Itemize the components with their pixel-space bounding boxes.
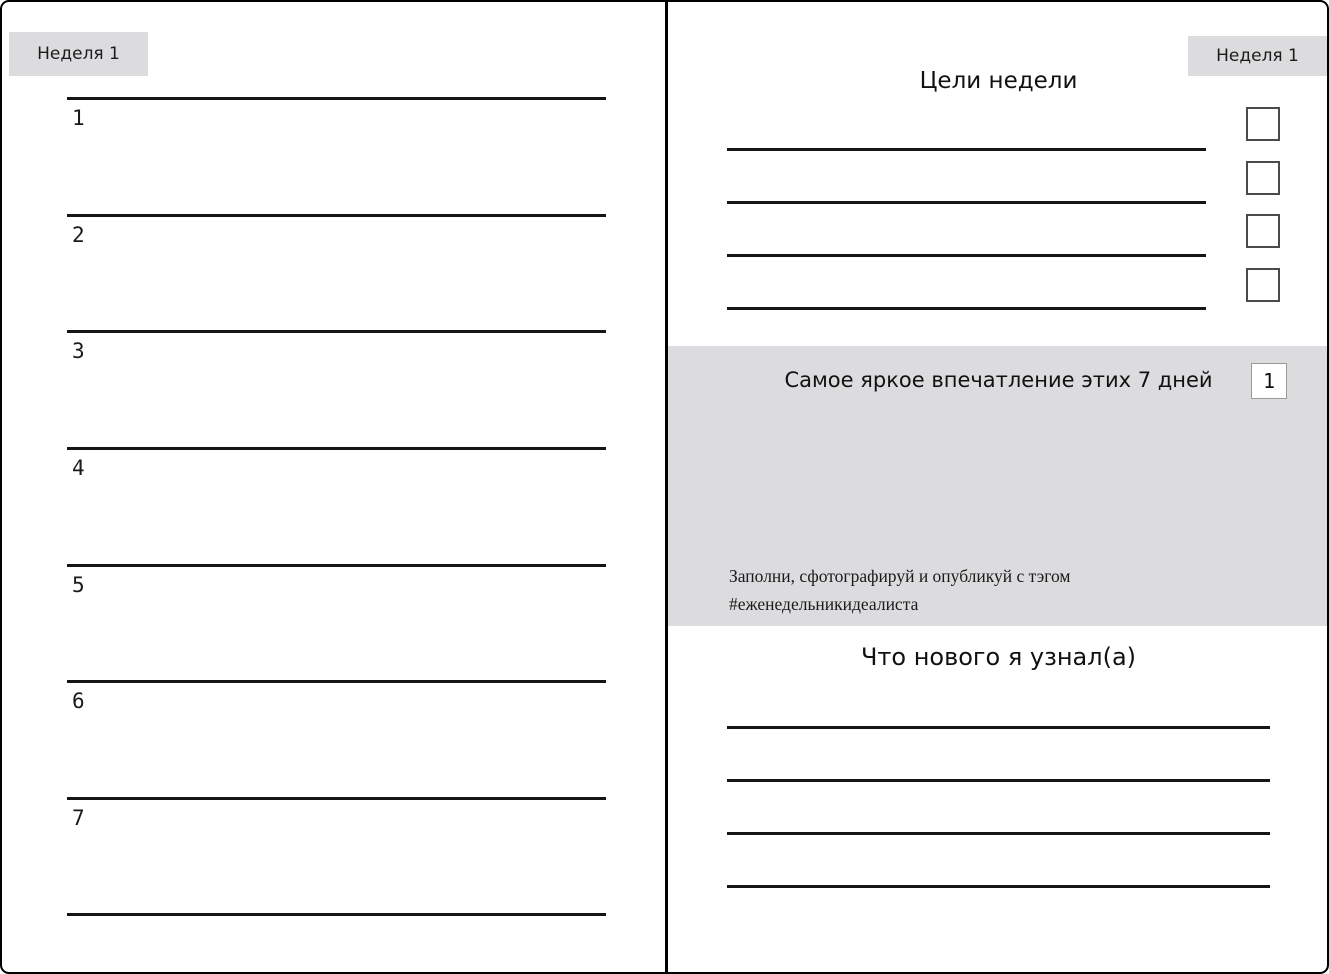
week-tab-right-label: Неделя 1: [1216, 46, 1299, 66]
goal-checkbox-4: [1246, 268, 1280, 302]
learned-line-2: [727, 779, 1270, 782]
hashtag-instruction: [729, 562, 1249, 618]
goals-title: Цели недели: [919, 68, 1078, 94]
day-line-2: [67, 214, 606, 217]
goal-checkbox-3: [1246, 214, 1280, 248]
day-line-4: [67, 447, 606, 450]
day-line-5: [67, 564, 606, 567]
day-number-1: 1: [72, 106, 85, 130]
day-line-3: [67, 330, 606, 333]
hashtag-instruction-line1: Заполни, сфотографируй и опубликуй с тэгом: [729, 566, 1071, 586]
day-number-4: 4: [72, 456, 85, 480]
learned-line-3: [727, 832, 1270, 835]
impression-title: Самое яркое впечатление этих 7 дней: [784, 368, 1213, 392]
impression-page-number-box: 1: [1251, 363, 1287, 399]
day-number-7: 7: [72, 806, 85, 830]
goal-checkbox-2: [1246, 161, 1280, 195]
day-number-5: 5: [72, 573, 85, 597]
hashtag-instruction-line2: #еженедельникидеалиста: [729, 594, 919, 614]
day-line-6: [67, 680, 606, 683]
learned-line-1: [727, 726, 1270, 729]
goal-line-1: [727, 148, 1206, 151]
goal-line-2: [727, 201, 1206, 204]
goal-line-4: [727, 307, 1206, 310]
week-tab-left: [9, 32, 148, 76]
goal-checkbox-1: [1246, 107, 1280, 141]
goal-line-3: [727, 254, 1206, 257]
day-line-1: [67, 97, 606, 100]
day-line-7: [67, 797, 606, 800]
day-number-2: 2: [72, 223, 85, 247]
day-number-3: 3: [72, 339, 85, 363]
day-line-end: [67, 913, 606, 916]
learned-title: Что нового я узнал(а): [860, 643, 1137, 671]
day-number-6: 6: [72, 689, 85, 713]
week-tab-left-label: Неделя 1: [37, 44, 120, 64]
learned-line-4: [727, 885, 1270, 888]
